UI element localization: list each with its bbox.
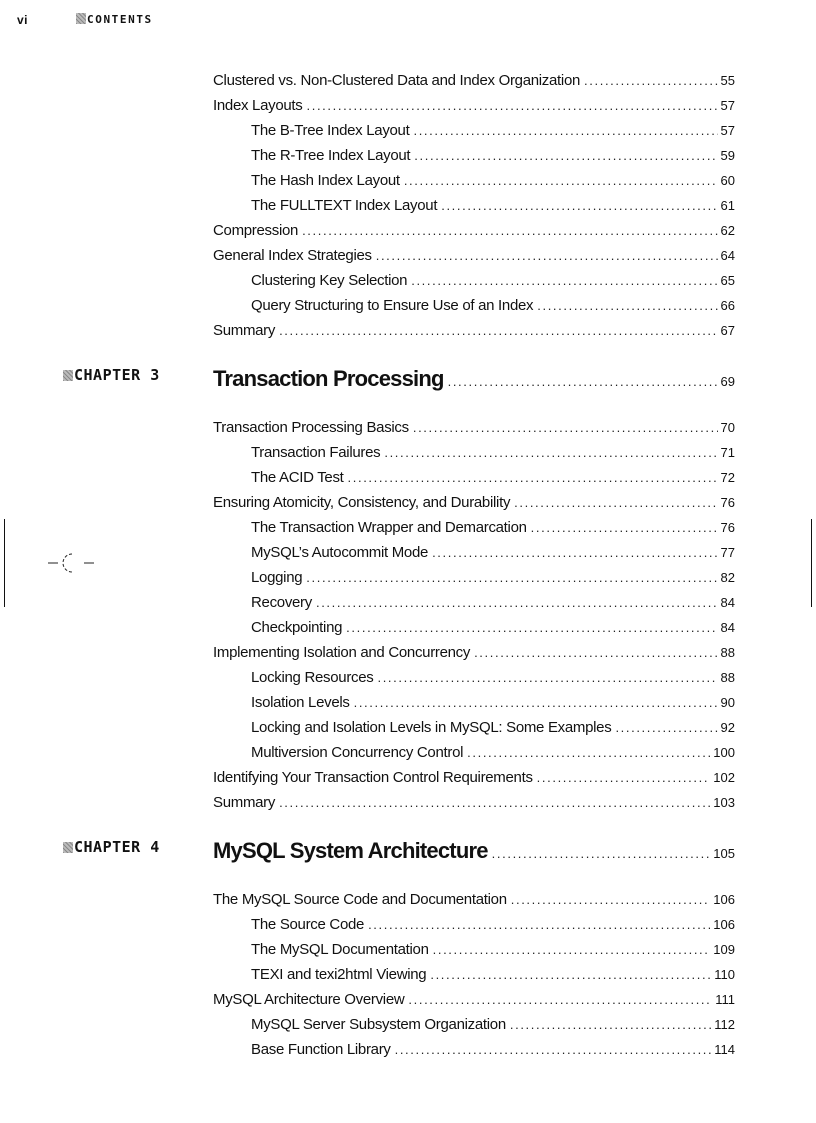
dot-leader [404, 173, 718, 188]
toc-entry[interactable] [213, 272, 735, 297]
toc-entry-page: 84 [720, 595, 735, 610]
toc-entry[interactable] [213, 444, 735, 469]
toc-entry-page: 92 [720, 720, 735, 735]
dot-leader [514, 495, 717, 510]
toc-entry-title: Query Structuring to Ensure Use of an Index [251, 297, 534, 314]
toc-entry-page: 77 [720, 545, 735, 560]
toc-entry-title: MySQL’s Autocommit Mode [251, 544, 429, 561]
toc-entry-page: 82 [720, 570, 735, 585]
toc-entry[interactable] [213, 794, 735, 819]
toc-entry-page: 70 [720, 420, 735, 435]
toc-entry[interactable] [213, 544, 735, 569]
toc-entry-title: Summary [213, 322, 276, 339]
toc-entry[interactable] [213, 916, 735, 941]
dot-leader [346, 620, 717, 635]
toc-entry[interactable] [213, 991, 735, 1016]
toc-entry[interactable] [213, 419, 735, 444]
toc-entry-title: Identifying Your Transaction Control Requirements [213, 769, 533, 786]
toc-entry-page: 106 [713, 892, 735, 907]
registration-mark-icon [48, 550, 96, 576]
chapter-heading[interactable] [74, 366, 735, 404]
toc-entry-page: 61 [720, 198, 735, 213]
chapter-title: MySQL System Architecture [213, 838, 488, 863]
toc-entry-page: 59 [720, 148, 735, 163]
dot-leader [441, 198, 717, 213]
toc-entry-title: Recovery [251, 594, 312, 611]
toc-entry-title: The Hash Index Layout [251, 172, 400, 189]
toc-entry[interactable] [213, 694, 735, 719]
toc-entry-title: General Index Strategies [213, 247, 372, 264]
toc-entry-title: The B-Tree Index Layout [251, 122, 410, 139]
toc-entry-title: Logging [251, 569, 303, 586]
chapter-label: CHAPTER 4 [63, 838, 160, 856]
dot-leader [302, 223, 717, 238]
chapter-title: Transaction Processing [213, 366, 444, 391]
chapter-4-entries [213, 891, 735, 1066]
toc-entry-page: 102 [713, 770, 735, 785]
section-label: CONTENTS [87, 13, 153, 26]
toc-entry[interactable] [213, 941, 735, 966]
toc-entry-title: MySQL Architecture Overview [213, 991, 405, 1008]
toc-entry-page: 109 [713, 942, 735, 957]
toc-entry-page: 60 [720, 173, 735, 188]
toc-entry-page: 57 [720, 123, 735, 138]
toc-entry[interactable] [213, 1016, 735, 1041]
dot-leader [537, 770, 711, 785]
dot-leader [448, 374, 718, 389]
toc-entry-title: Isolation Levels [251, 694, 350, 711]
toc-entry-title: The FULLTEXT Index Layout [251, 197, 438, 214]
toc-entry-title: The Source Code [251, 916, 365, 933]
toc-entry-page: 64 [720, 248, 735, 263]
toc-entry-title: Index Layouts [213, 97, 303, 114]
toc-entry-page: 84 [720, 620, 735, 635]
dot-leader [474, 645, 717, 660]
toc-entry-page: 106 [713, 917, 735, 932]
toc-entry-title: The MySQL Documentation [251, 941, 429, 958]
toc-entry[interactable] [213, 769, 735, 794]
toc-entry-title: The Transaction Wrapper and Demarcation [251, 519, 527, 536]
toc-entry-title: Summary [213, 794, 276, 811]
dot-leader [306, 570, 717, 585]
toc-entry-page: 66 [720, 298, 735, 313]
toc-entry-page: 103 [713, 795, 735, 810]
chapter-page: 69 [720, 374, 735, 389]
dot-leader [537, 298, 717, 313]
toc-entry-title: Base Function Library [251, 1041, 391, 1058]
dot-leader [467, 745, 710, 760]
toc-entry[interactable] [213, 322, 735, 347]
toc-entry[interactable] [213, 594, 735, 619]
chapter-page: 105 [713, 846, 735, 861]
toc-entry-title: Transaction Processing Basics [213, 419, 409, 436]
dot-leader [279, 795, 710, 810]
toc-entry[interactable] [213, 519, 735, 544]
dot-leader [430, 967, 711, 982]
toc-entry-page: 112 [714, 1017, 735, 1032]
toc-entry[interactable] [213, 247, 735, 272]
toc-entry[interactable] [213, 72, 735, 97]
toc-entry[interactable] [213, 966, 735, 991]
toc-entry[interactable] [213, 744, 735, 769]
toc-entry-page: 62 [720, 223, 735, 238]
crop-line-right [811, 519, 812, 607]
toc-entry[interactable] [213, 97, 735, 122]
toc-entry[interactable] [213, 297, 735, 322]
chapter-label: CHAPTER 3 [63, 366, 160, 384]
toc-entry[interactable] [213, 891, 735, 916]
toc-entry-page: 76 [720, 520, 735, 535]
toc-entry-page: 76 [720, 495, 735, 510]
toc-entry[interactable] [213, 147, 735, 172]
toc-entry-title: Checkpointing [251, 619, 343, 636]
page-number: vi [17, 13, 29, 27]
dot-leader [432, 545, 717, 560]
toc-entry[interactable] [213, 669, 735, 694]
toc-entry-title: The ACID Test [251, 469, 344, 486]
dot-leader [307, 98, 718, 113]
table-of-contents [74, 72, 735, 1066]
toc-entry[interactable] [213, 569, 735, 594]
dot-leader [376, 248, 718, 263]
dot-leader [384, 445, 717, 460]
toc-entry-title: The R-Tree Index Layout [251, 147, 411, 164]
toc-entry-page: 67 [720, 323, 735, 338]
dot-leader [408, 992, 712, 1007]
toc-entry[interactable] [213, 494, 735, 519]
dot-leader [413, 420, 718, 435]
chapter-3 [74, 366, 735, 819]
toc-entry[interactable] [213, 197, 735, 222]
dot-leader [615, 720, 717, 735]
toc-entry-page: 110 [714, 967, 735, 982]
toc-section-chapter2-continued [213, 72, 735, 347]
toc-entry-page: 111 [715, 992, 735, 1007]
toc-entry-title: Locking Resources [251, 669, 374, 686]
section-title [76, 13, 153, 26]
chapter-heading[interactable] [74, 838, 735, 876]
chapter-4 [74, 838, 735, 1066]
dot-leader [510, 1017, 711, 1032]
toc-entry-page: 88 [720, 670, 735, 685]
dot-leader [316, 595, 718, 610]
crop-line-left [4, 519, 5, 607]
toc-entry-page: 65 [720, 273, 735, 288]
dot-leader [411, 273, 717, 288]
toc-entry-title: Compression [213, 222, 299, 239]
toc-entry-page: 88 [720, 645, 735, 660]
toc-entry-title: TEXI and texi2html Viewing [251, 966, 427, 983]
chapter-marker-icon [63, 842, 73, 853]
toc-entry[interactable] [213, 1041, 735, 1066]
dot-leader [413, 123, 717, 138]
toc-entry-title: MySQL Server Subsystem Organization [251, 1016, 506, 1033]
toc-entry-page: 57 [720, 98, 735, 113]
dot-leader [279, 323, 717, 338]
toc-entry-title: Clustering Key Selection [251, 272, 408, 289]
toc-entry[interactable] [213, 172, 735, 197]
dot-leader [492, 846, 711, 861]
toc-entry-page: 55 [720, 73, 735, 88]
dot-leader [531, 520, 718, 535]
toc-entry-title: Locking and Isolation Levels in MySQL: Some Examples [251, 719, 612, 736]
chapter-marker-icon [63, 370, 73, 381]
toc-entry-page: 100 [713, 745, 735, 760]
toc-entry[interactable] [213, 719, 735, 744]
toc-entry-page: 72 [720, 470, 735, 485]
dot-leader [377, 670, 717, 685]
toc-entry-page: 71 [720, 445, 735, 460]
toc-entry[interactable] [213, 644, 735, 669]
toc-entry[interactable] [213, 122, 735, 147]
chapter-3-entries [213, 419, 735, 819]
toc-entry-title: Transaction Failures [251, 444, 381, 461]
dot-leader [368, 917, 710, 932]
toc-entry-title: The MySQL Source Code and Documentation [213, 891, 507, 908]
dot-leader [395, 1042, 712, 1057]
dot-leader [414, 148, 717, 163]
dot-leader [584, 73, 717, 88]
toc-entry[interactable] [213, 619, 735, 644]
toc-entry[interactable] [213, 469, 735, 494]
toc-entry-title: Implementing Isolation and Concurrency [213, 644, 471, 661]
toc-entry[interactable] [213, 222, 735, 247]
toc-entry-title: Multiversion Concurrency Control [251, 744, 464, 761]
section-marker-icon [76, 13, 86, 24]
toc-entry-title: Ensuring Atomicity, Consistency, and Durability [213, 494, 511, 511]
dot-leader [354, 695, 718, 710]
toc-entry-title: Clustered vs. Non-Clustered Data and Index Organization [213, 72, 581, 89]
dot-leader [511, 892, 711, 907]
toc-entry-page: 90 [720, 695, 735, 710]
dot-leader [348, 470, 718, 485]
toc-entry-page: 114 [714, 1042, 735, 1057]
dot-leader [433, 942, 711, 957]
